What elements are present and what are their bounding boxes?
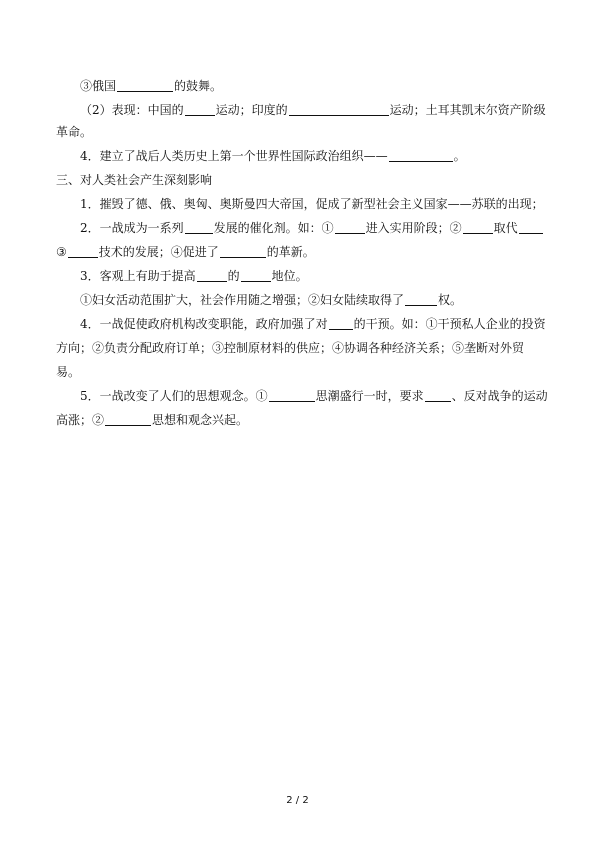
text-line xyxy=(0,196,595,212)
text-line xyxy=(0,316,595,332)
text-line xyxy=(0,292,595,308)
answer-blank xyxy=(269,389,315,402)
answer-blank xyxy=(117,79,173,92)
text-line xyxy=(0,244,595,260)
text-line xyxy=(0,78,595,94)
line-text: 易。 xyxy=(56,365,81,379)
line-text: 的鼓舞。 xyxy=(174,79,223,93)
line-text: 4．建立了战后人类历史上第一个世界性国际政治组织—— xyxy=(80,149,388,163)
answer-blank xyxy=(463,221,493,234)
line-text: 方向；②负责分配政府订单；③控制原材料的供应；④协调各种经济关系；⑤垄断对外贸 xyxy=(56,341,525,355)
line-text: 运动；土耳其凯末尔资产阶级 xyxy=(389,103,546,117)
line-text: 的 xyxy=(227,269,240,283)
line-text: ①妇女活动范围扩大，社会作用随之增强；②妇女陆续取得了 xyxy=(80,293,405,307)
answer-blank xyxy=(197,269,227,282)
line-text: 。 xyxy=(453,149,466,163)
line-text: 运动；印度的 xyxy=(215,103,288,117)
line-text: 思潮盛行一时，要求 xyxy=(315,389,424,403)
line-text: 革命。 xyxy=(56,125,93,139)
text-line xyxy=(0,124,595,140)
text-line xyxy=(0,148,595,164)
text-line xyxy=(0,220,595,236)
line-text: 技术的发展；④促进了 xyxy=(98,245,219,259)
line-text: 取代 xyxy=(493,221,518,235)
text-line xyxy=(0,102,595,118)
line-text: 2．一战成为一系列 xyxy=(80,221,184,235)
answer-blank xyxy=(185,221,213,234)
answer-blank xyxy=(425,389,451,402)
line-text: ③ xyxy=(56,245,67,259)
line-text: 地位。 xyxy=(271,269,308,283)
text-line xyxy=(0,268,595,284)
answer-blank xyxy=(105,413,151,426)
line-text: ③俄国 xyxy=(80,79,117,93)
line-text: 高涨；② xyxy=(56,413,105,427)
line-text: 发展的催化剂。如：① xyxy=(213,221,334,235)
text-line xyxy=(0,364,595,380)
answer-blank xyxy=(185,103,215,116)
text-line xyxy=(0,340,595,356)
answer-blank xyxy=(335,221,365,234)
line-text: 进入实用阶段；② xyxy=(365,221,462,235)
page-number: 2 / 2 xyxy=(286,795,309,806)
answer-blank xyxy=(519,221,543,234)
answer-blank xyxy=(389,149,453,162)
line-text: 、反对战争的运动 xyxy=(451,389,548,403)
text-line xyxy=(0,172,595,188)
line-text: （2）表现：中国的 xyxy=(80,103,184,117)
line-text: 三、对人类社会产生深刻影响 xyxy=(56,173,213,187)
line-text: 3．客观上有助于提高 xyxy=(80,269,196,283)
line-text: 思想和观念兴起。 xyxy=(152,413,249,427)
line-text: 权。 xyxy=(438,293,463,307)
text-line xyxy=(0,388,595,404)
answer-blank xyxy=(241,269,271,282)
answer-blank xyxy=(220,245,266,258)
answer-blank xyxy=(329,317,353,330)
answer-blank xyxy=(405,293,437,306)
line-text: 5．一战改变了人们的思想观念。① xyxy=(80,389,268,403)
line-text: 1．摧毁了德、俄、奥匈、奥斯曼四大帝国，促成了新型社会主义国家——苏联的出现； xyxy=(80,197,544,211)
text-line xyxy=(0,412,595,428)
answer-blank xyxy=(289,103,389,116)
line-text: 的革新。 xyxy=(266,245,315,259)
line-text: 的干预。如：①干预私人企业的投资 xyxy=(353,317,546,331)
line-text: 4．一战促使政府机构改变职能，政府加强了对 xyxy=(80,317,328,331)
answer-blank xyxy=(68,245,98,258)
